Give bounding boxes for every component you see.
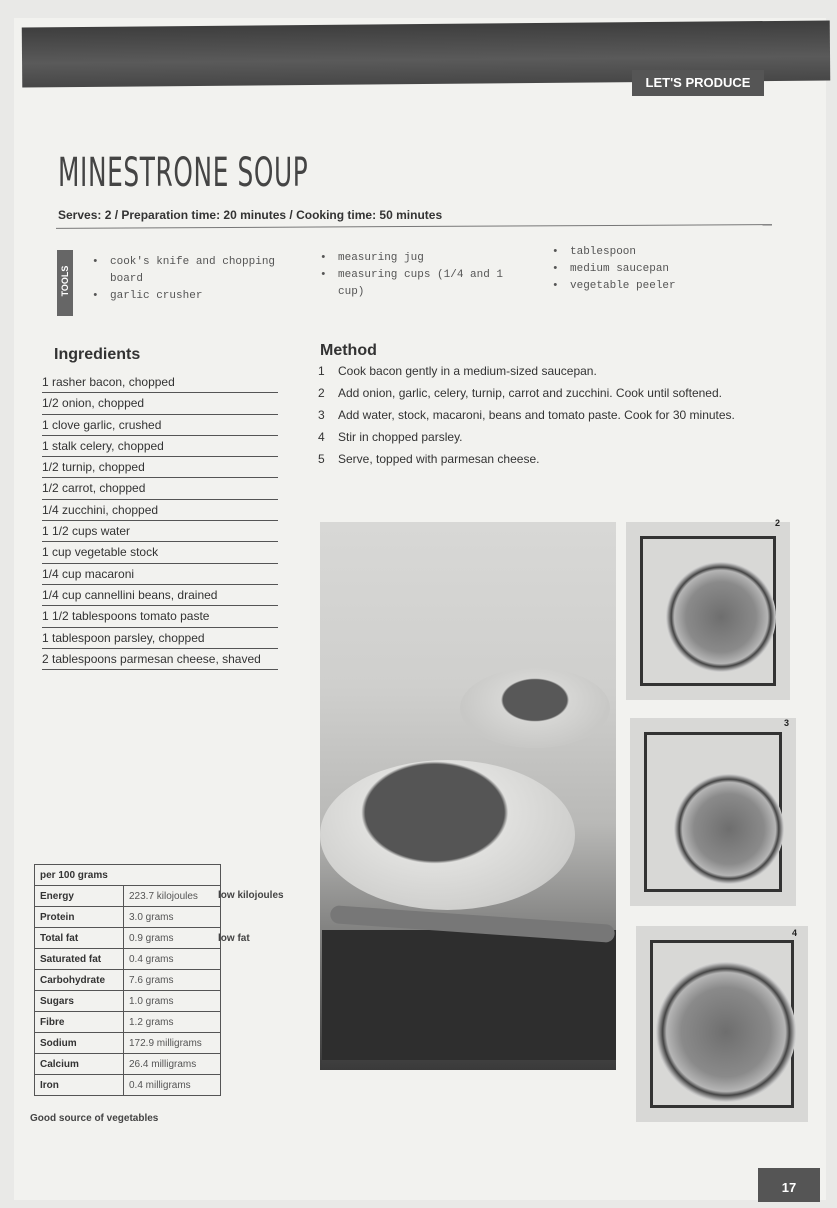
- nutrient-name: Protein: [35, 907, 124, 928]
- method-step: [318, 362, 788, 381]
- nutrient-name: Fibre: [35, 1012, 124, 1033]
- energy-tag: low kilojoules: [218, 890, 284, 901]
- step-3-photo: [630, 718, 796, 906]
- nutrition-row: [35, 907, 221, 928]
- nutrient-name: Total fat: [35, 928, 124, 949]
- nutrient-name: Saturated fat: [35, 949, 124, 970]
- tool-item: • garlic crusher: [90, 288, 300, 305]
- step-number: 5: [318, 452, 325, 466]
- section-tag: LET'S PRODUCE: [632, 70, 764, 96]
- tool-item: • vegetable peeler: [550, 278, 720, 295]
- tool-item: • measuring jug: [318, 250, 518, 267]
- nutrition-row: [35, 1012, 221, 1033]
- nutrient-name: Calcium: [35, 1054, 124, 1075]
- nutrient-value: 223.7 kilojoules: [124, 886, 221, 907]
- tools-label-tab: [57, 250, 73, 316]
- nutrition-row: [35, 991, 221, 1012]
- step-number: 1: [318, 364, 325, 378]
- step-photo-label: 2: [775, 518, 781, 528]
- ingredient-item: 1/2 carrot, chopped: [42, 478, 278, 499]
- nutrient-name: Energy: [35, 886, 124, 907]
- ingredient-item: 1 tablespoon parsley, chopped: [42, 628, 278, 649]
- nutrition-table: [34, 864, 221, 1096]
- nutrition-footnote: Good source of vegetables: [30, 1113, 159, 1124]
- nutrient-value: 1.2 grams: [124, 1012, 221, 1033]
- fat-tag: low fat: [218, 933, 250, 944]
- step-text: Stir in chopped parsley.: [338, 430, 463, 444]
- method-step: [318, 450, 788, 469]
- step-text: Add water, stock, macaroni, beans and tomato paste. Cook for 30 minutes.: [338, 408, 735, 422]
- nutrition-header: per 100 grams: [35, 865, 221, 886]
- step-text: Add onion, garlic, celery, turnip, carrot and zucchini. Cook until softened.: [338, 386, 722, 400]
- page-number: 17: [758, 1168, 820, 1202]
- step-text: Serve, topped with parmesan cheese.: [338, 452, 540, 466]
- soup-bowl: [320, 760, 575, 910]
- tools-label: TOOLS: [60, 265, 70, 297]
- step-number: 3: [318, 408, 325, 422]
- ingredient-item: 1 1/2 tablespoons tomato paste: [42, 606, 278, 627]
- ingredients-list: [42, 372, 278, 670]
- ingredient-item: 1/4 zucchini, chopped: [42, 500, 278, 521]
- method-heading: Method: [320, 342, 377, 359]
- method-step: [318, 384, 788, 403]
- nutrition-row: [35, 970, 221, 991]
- tool-item: • cook's knife and chopping board: [90, 254, 300, 288]
- nutrition-row: [35, 1054, 221, 1075]
- nutrient-value: 26.4 milligrams: [124, 1054, 221, 1075]
- step-4-photo: [636, 926, 808, 1122]
- tools-column-2: [318, 250, 518, 301]
- nutrient-name: Sodium: [35, 1033, 124, 1054]
- nutrient-value: 0.9 grams: [124, 928, 221, 949]
- nutrition-row: [35, 886, 221, 907]
- ingredient-item: 1 cup vegetable stock: [42, 542, 278, 563]
- nutrient-value: 172.9 milligrams: [124, 1033, 221, 1054]
- step-photo-label: 4: [792, 928, 798, 938]
- tools-column-1: [90, 254, 300, 305]
- ingredient-item: 1/4 cup cannellini beans, drained: [42, 585, 278, 606]
- ingredient-item: 2 tablespoons parmesan cheese, shaved: [42, 649, 278, 670]
- nutrient-value: 3.0 grams: [124, 907, 221, 928]
- nutrient-value: 1.0 grams: [124, 991, 221, 1012]
- ingredient-item: 1 clove garlic, crushed: [42, 415, 278, 436]
- ingredient-item: 1 stalk celery, chopped: [42, 436, 278, 457]
- soup-bowl-back: [460, 668, 610, 748]
- nutrition-row: [35, 1075, 221, 1096]
- step-number: 2: [318, 386, 325, 400]
- method-step: [318, 406, 788, 425]
- recipe-title: MINESTRONE SOUP: [58, 150, 309, 196]
- tool-item: • medium saucepan: [550, 261, 720, 278]
- nutrition-row: [35, 928, 221, 949]
- nutrient-value: 7.6 grams: [124, 970, 221, 991]
- nutrient-name: Iron: [35, 1075, 124, 1096]
- nutrient-value: 0.4 milligrams: [124, 1075, 221, 1096]
- step-number: 4: [318, 430, 325, 444]
- step-2-photo: [626, 522, 790, 700]
- tool-item: • tablespoon: [550, 244, 720, 261]
- tool-item: • measuring cups (1/4 and 1 cup): [318, 267, 518, 301]
- nutrient-value: 0.4 grams: [124, 949, 221, 970]
- ingredient-item: 1/2 turnip, chopped: [42, 457, 278, 478]
- nutrition-row: [35, 1033, 221, 1054]
- ingredient-item: 1/4 cup macaroni: [42, 564, 278, 585]
- nutrient-name: Carbohydrate: [35, 970, 124, 991]
- tools-column-3: [550, 244, 720, 295]
- method-steps: [318, 362, 788, 472]
- ingredient-item: 1/2 onion, chopped: [42, 393, 278, 414]
- ingredient-item: 1 rasher bacon, chopped: [42, 372, 278, 393]
- recipe-meta: Serves: 2 / Preparation time: 20 minutes / Cooking time: 50 minutes: [58, 208, 443, 222]
- ingredient-item: 1 1/2 cups water: [42, 521, 278, 542]
- step-text: Cook bacon gently in a medium-sized saucepan.: [338, 364, 597, 378]
- ingredients-heading: Ingredients: [54, 346, 141, 363]
- nutrition-row: [35, 949, 221, 970]
- serving-board: [322, 930, 616, 1060]
- step-photo-label: 3: [784, 718, 790, 728]
- method-step: [318, 428, 788, 447]
- nutrient-name: Sugars: [35, 991, 124, 1012]
